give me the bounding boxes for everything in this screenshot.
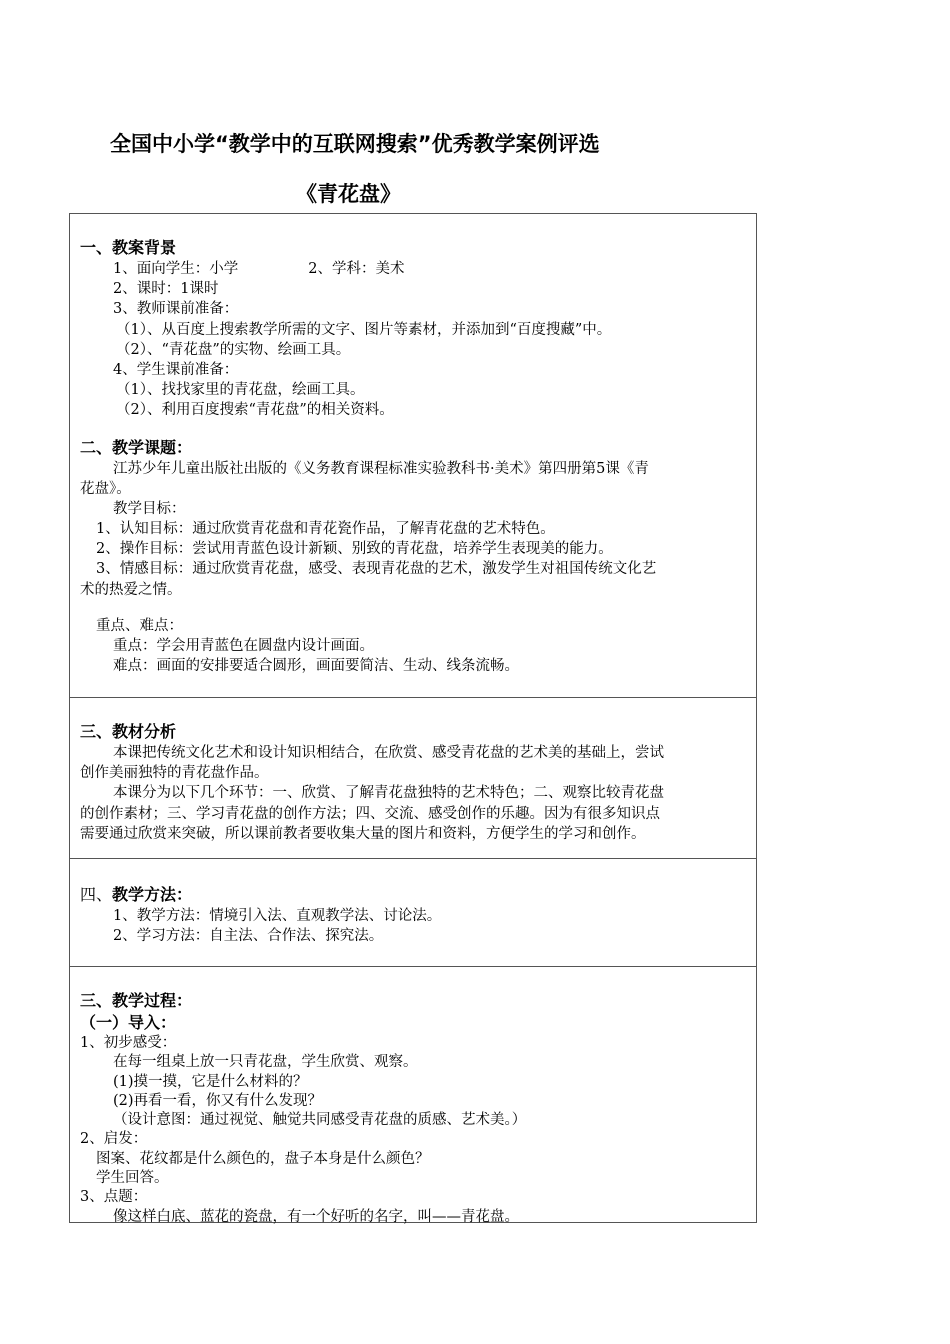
text-line: （2）、“青花盘”的实物、绘画工具。 xyxy=(116,341,351,358)
section-heading: 三、教材分析 xyxy=(80,722,177,741)
text-line: 3、点题： xyxy=(80,1189,148,1206)
text-line: 2、操作目标：尝试用青蓝色设计新颖、别致的青花盘，培养学生表现美的能力。 xyxy=(96,541,613,558)
text-line: 教学目标： xyxy=(113,500,186,517)
text-line: 难点：画面的安排要适合圆形，画面要简洁、生动、线条流畅。 xyxy=(113,658,519,675)
text-line: 1、初步感受： xyxy=(80,1035,177,1051)
audience: 1、面向学生：小学 xyxy=(113,261,239,277)
text-line: 3、教师课前准备： xyxy=(113,301,239,318)
text-line: 的创作素材；三、学习青花盘的创作方法；四、交流、感受创作的乐趣。因为有很多知识点 xyxy=(80,805,660,822)
document-title: 全国中小学“教学中的互联网搜索”优秀教学案例评选 xyxy=(110,132,600,156)
text-line: 3、情感目标：通过欣赏青花盘，感受、表现青花盘的艺术，激发学生对祖国传统文化艺 xyxy=(96,561,657,578)
text-line: 2、启发： xyxy=(80,1131,148,1148)
heading-text: 教学方法： xyxy=(112,885,193,904)
text-line: 图案、花纹都是什么颜色的，盘子本身是什么颜色？ xyxy=(96,1150,430,1167)
text-line: 像这样白底、蓝花的瓷盘，有一个好听的名字，叫——青花盘。 xyxy=(113,1208,519,1225)
cell-process xyxy=(70,967,756,1224)
section-heading: 二、教学课题： xyxy=(80,437,193,457)
text-line: 江苏少年儿童出版社出版的《义务教育课程标准实验教科书·美术》第四册第5课《青 xyxy=(113,460,649,477)
text-line: 1、认知目标：通过欣赏青花盘和青花瓷作品，了解青花盘的艺术特色。 xyxy=(96,521,555,538)
text-line: （1）、找找家里的青花盘，绘画工具。 xyxy=(116,382,365,399)
text-line: (2)再看一看，你又有什么发现？ xyxy=(113,1092,323,1109)
text-line: 本课把传统文化艺术和设计知识相结合，在欣赏、感受青花盘的艺术美的基础上，尝试 xyxy=(113,745,664,761)
text-line: 2、学习方法：自主法、合作法、探究法。 xyxy=(113,928,384,945)
text-line: 重点：学会用青蓝色在圆盘内设计画面。 xyxy=(113,638,374,654)
text-line: 学生回答。 xyxy=(96,1170,169,1187)
text-line: 重点、难点： xyxy=(96,617,183,634)
subsection-heading: （一）导入： xyxy=(80,1013,177,1032)
text-line: (1)摸一摸，它是什么材料的？ xyxy=(113,1073,308,1090)
text-line: 在每一组桌上放一只青花盘，学生欣赏、观察。 xyxy=(113,1054,418,1071)
text-line: 2、课时：1课时 xyxy=(113,281,219,298)
text-line: （1）、从百度上搜索教学所需的文字、图片等素材，并添加到“百度搜藏”中。 xyxy=(116,321,612,338)
lesson-title: 《青花盘》 xyxy=(296,182,401,206)
section-heading: 一、教案背景 xyxy=(80,238,177,257)
text-line: 1、教学方法：情境引入法、直观教学法、讨论法。 xyxy=(113,908,442,924)
text-line: 术的热爱之情。 xyxy=(80,581,182,598)
heading-number: 四、 xyxy=(80,885,113,904)
text-line: （设计意图：通过视觉、触觉共同感受青花盘的质感、艺术美。） xyxy=(113,1112,527,1129)
text-line: 4、学生课前准备： xyxy=(113,361,239,378)
text-line: 本课分为以下几个环节：一、欣赏、了解青花盘独特的艺术特色；二、观察比较青花盘 xyxy=(113,785,664,802)
text-line: （2）、利用百度搜索“青花盘”的相关资料。 xyxy=(116,402,394,419)
text-line: 花盘》。 xyxy=(80,480,131,497)
subject: 2、学科：美术 xyxy=(308,261,405,277)
cell-analysis xyxy=(70,698,756,859)
cell-background-topic xyxy=(70,214,756,698)
text-line xyxy=(80,259,756,279)
text-line: 需要通过欣赏来突破，所以课前教者要收集大量的图片和资料，方便学生的学习和创作。 xyxy=(80,825,646,842)
lesson-plan-table xyxy=(69,213,757,1223)
cell-methods xyxy=(70,859,756,967)
section-heading: 三、教学过程： xyxy=(80,991,193,1010)
text-line: 创作美丽独特的青花盘作品。 xyxy=(80,765,269,782)
section-heading xyxy=(80,884,756,906)
